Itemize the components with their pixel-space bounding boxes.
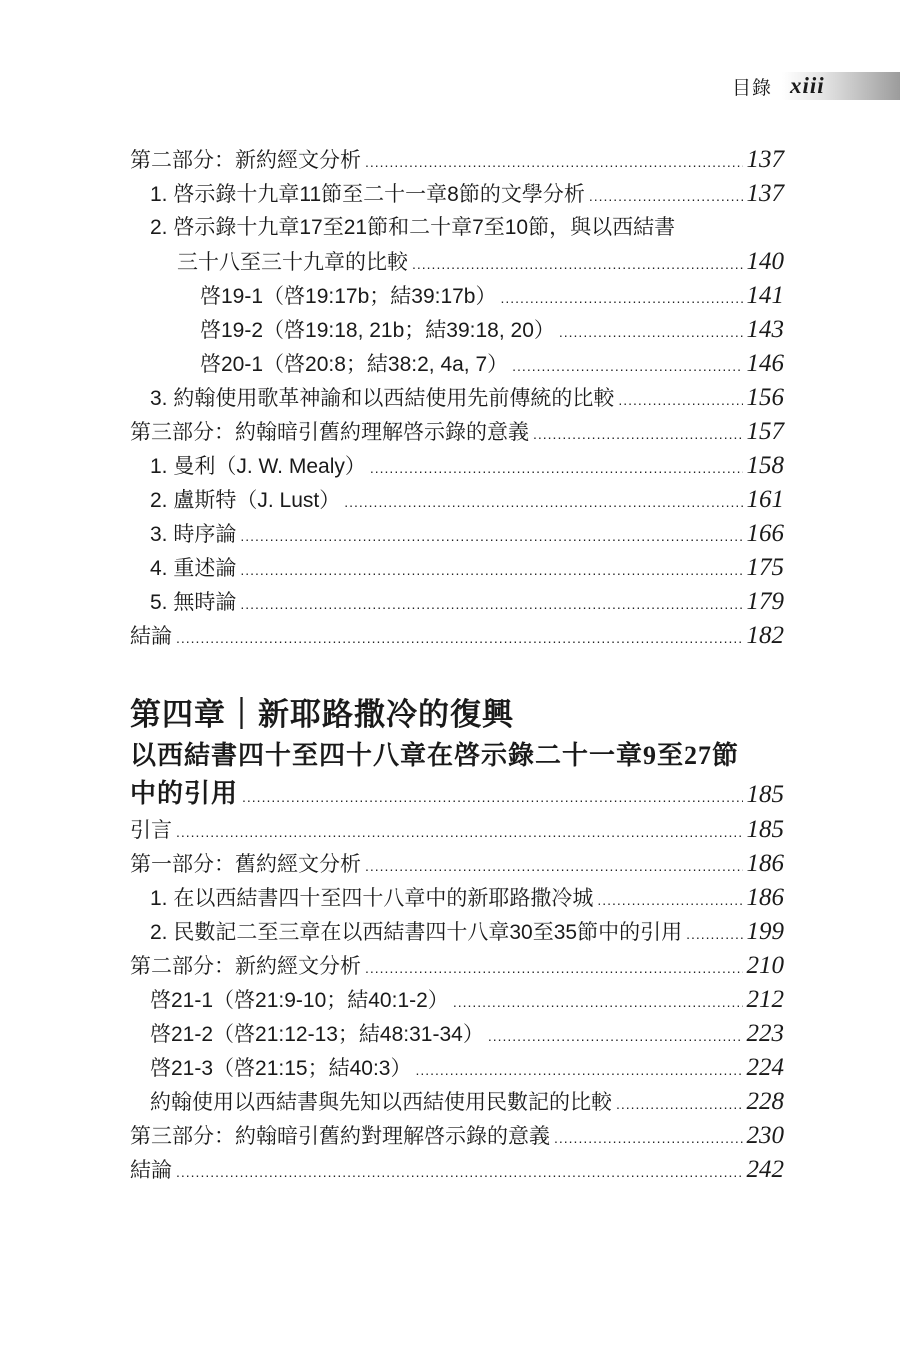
toc-entry[interactable] <box>130 415 784 449</box>
toc-page-number: 143 <box>746 316 784 343</box>
toc-entry-label: 1. 在以西結書四十至四十八章中的新耶路撒冷城 <box>150 887 594 910</box>
leader-dots <box>365 849 743 883</box>
toc-entry-label: 啓19-1（啓19:17b；結39:17b） <box>200 285 497 308</box>
toc-page-number: 161 <box>746 486 784 513</box>
toc-page-number: 182 <box>746 622 784 649</box>
header-title: 目錄 <box>731 77 772 99</box>
toc-entry[interactable] <box>130 449 784 483</box>
toc-page-number: 224 <box>746 1054 784 1081</box>
toc-entry-label: 5. 無時論 <box>150 591 237 614</box>
toc-entry-label: 2. 民數記二至三章在以西結書四十八章30至35節中的引用 <box>150 921 683 944</box>
toc-page-number: 137 <box>746 180 784 207</box>
toc-entry-label: 1. 曼利（J. W. Mealy） <box>150 455 366 478</box>
toc-entry[interactable] <box>130 949 784 983</box>
chapter-subtitle-entry[interactable] <box>130 775 784 813</box>
toc-entry-label: 啓20-1（啓20:8；結38:2, 4a, 7） <box>200 353 509 376</box>
toc-entry-label: 啓19-2（啓19:18, 21b；結39:18, 20） <box>200 319 555 342</box>
toc-entry[interactable] <box>130 313 784 347</box>
toc-entry[interactable] <box>130 1119 784 1153</box>
toc-entry[interactable] <box>130 1085 784 1119</box>
leader-dots <box>559 315 743 349</box>
toc-entry-label: 三十八至三十九章的比較 <box>177 251 408 274</box>
toc-entry-label: 第三部分：約翰暗引舊約對理解啓示錄的意義 <box>130 1125 550 1148</box>
toc-page-number: 242 <box>746 1156 784 1183</box>
toc-entry-label: 啓21-1（啓21:9-10；結40:1-2） <box>150 989 449 1012</box>
toc-page-number: 230 <box>746 1122 784 1149</box>
toc-page-number: 140 <box>746 248 784 275</box>
leader-dots <box>242 778 742 816</box>
toc-entry-label: 引言 <box>130 819 172 842</box>
toc-page-number: 158 <box>746 452 784 479</box>
toc-entry-label: 約翰使用以西結書與先知以西結使用民數記的比較 <box>150 1091 612 1114</box>
leader-dots <box>554 1121 743 1155</box>
toc-entry-label: 結論 <box>130 1159 172 1182</box>
toc-page-number: 223 <box>746 1020 784 1047</box>
leader-dots <box>616 1087 743 1121</box>
chapter-subtitle-continued: 中的引用 <box>130 779 239 808</box>
toc-entry[interactable] <box>130 1153 784 1187</box>
leader-dots <box>512 349 742 383</box>
toc-entry-label: 1. 啓示錄十九章11節至二十一章8節的文學分析 <box>150 183 585 206</box>
leader-dots <box>365 145 743 179</box>
toc-entry[interactable] <box>130 551 784 585</box>
toc-entry[interactable] <box>130 983 784 1017</box>
toc-entry[interactable] <box>130 585 784 619</box>
toc-page-number: 228 <box>746 1088 784 1115</box>
leader-dots <box>597 883 742 917</box>
toc-entry-label: 啓21-3（啓21:15；結40:3） <box>150 1057 412 1080</box>
toc-entry[interactable] <box>130 881 784 915</box>
toc-page-number: 186 <box>746 884 784 911</box>
toc-entry-label: 結論 <box>130 625 172 648</box>
toc-entry[interactable] <box>130 211 784 245</box>
toc-page-number: 157 <box>746 418 784 445</box>
chapter-subtitle: 以西結書四十至四十八章在啓示錄二十一章9至27節 <box>130 741 740 770</box>
toc-page-number: 186 <box>746 850 784 877</box>
toc-page-number: 212 <box>746 986 784 1013</box>
toc-page-number: 210 <box>746 952 784 979</box>
toc-page-number: 141 <box>746 282 784 309</box>
header-page-number: xiii <box>790 73 825 98</box>
leader-dots <box>240 519 742 553</box>
toc-section-chapter-four <box>130 813 784 1187</box>
toc-entry[interactable] <box>130 619 784 653</box>
toc-page-number: 166 <box>746 520 784 547</box>
toc-page-number: 146 <box>746 350 784 377</box>
toc-entry[interactable] <box>130 347 784 381</box>
toc-entry-label: 第二部分：新約經文分析 <box>130 149 361 172</box>
toc-entry-label: 2. 啓示錄十九章17至21節和二十章7至10節，與以西結書 <box>150 216 676 239</box>
leader-dots <box>412 247 743 281</box>
toc-entry-label: 3. 時序論 <box>150 523 237 546</box>
leader-dots <box>176 815 743 849</box>
toc-entry[interactable] <box>130 1017 784 1051</box>
leader-dots <box>501 281 743 315</box>
toc-entry-label: 第二部分：新約經文分析 <box>130 955 361 978</box>
table-of-contents <box>130 143 784 1187</box>
toc-entry-label: 4. 重述論 <box>150 557 237 580</box>
toc-section-chapter-three <box>130 143 784 653</box>
toc-entry-label: 2. 盧斯特（J. Lust） <box>150 489 341 512</box>
toc-entry-label: 3. 約翰使用歌革神諭和以西結使用先前傳統的比較 <box>150 387 615 410</box>
toc-entry[interactable] <box>130 847 784 881</box>
leader-dots <box>686 917 742 951</box>
leader-dots <box>240 553 742 587</box>
leader-dots <box>589 179 743 213</box>
toc-entry[interactable] <box>130 245 784 279</box>
header-page-tab <box>782 72 900 100</box>
toc-page-number: 185 <box>746 816 784 843</box>
running-header <box>732 72 900 100</box>
leader-dots <box>453 985 743 1019</box>
leader-dots <box>176 1155 743 1189</box>
leader-dots <box>415 1053 742 1087</box>
leader-dots <box>618 383 742 417</box>
toc-page-number: 137 <box>746 146 784 173</box>
toc-entry[interactable] <box>130 1051 784 1085</box>
leader-dots <box>488 1019 743 1053</box>
toc-entry[interactable] <box>130 381 784 415</box>
toc-page-number: 179 <box>746 588 784 615</box>
toc-entry[interactable] <box>130 177 784 211</box>
chapter-title: 第四章｜新耶路撒冷的復興 <box>130 697 514 732</box>
leader-dots <box>370 451 743 485</box>
toc-entry-label: 第一部分：舊約經文分析 <box>130 853 361 876</box>
toc-entry[interactable] <box>130 813 784 847</box>
toc-entry[interactable] <box>130 517 784 551</box>
toc-entry-label: 第三部分：約翰暗引舊約理解啓示錄的意義 <box>130 421 529 444</box>
toc-page-number: 199 <box>746 918 784 945</box>
toc-page-number: 175 <box>746 554 784 581</box>
toc-entry-label: 啓21-2（啓21:12-13；結48:31-34） <box>150 1023 484 1046</box>
leader-dots <box>365 951 743 985</box>
leader-dots <box>533 417 743 451</box>
toc-entry[interactable] <box>130 483 784 517</box>
toc-entry[interactable] <box>130 279 784 313</box>
toc-entry[interactable] <box>130 143 784 177</box>
toc-page-number: 156 <box>746 384 784 411</box>
leader-dots <box>240 587 742 621</box>
section-gap <box>130 653 784 693</box>
leader-dots <box>176 621 743 655</box>
toc-page-number: 185 <box>746 781 784 808</box>
toc-entry[interactable] <box>130 915 784 949</box>
leader-dots <box>344 485 742 519</box>
